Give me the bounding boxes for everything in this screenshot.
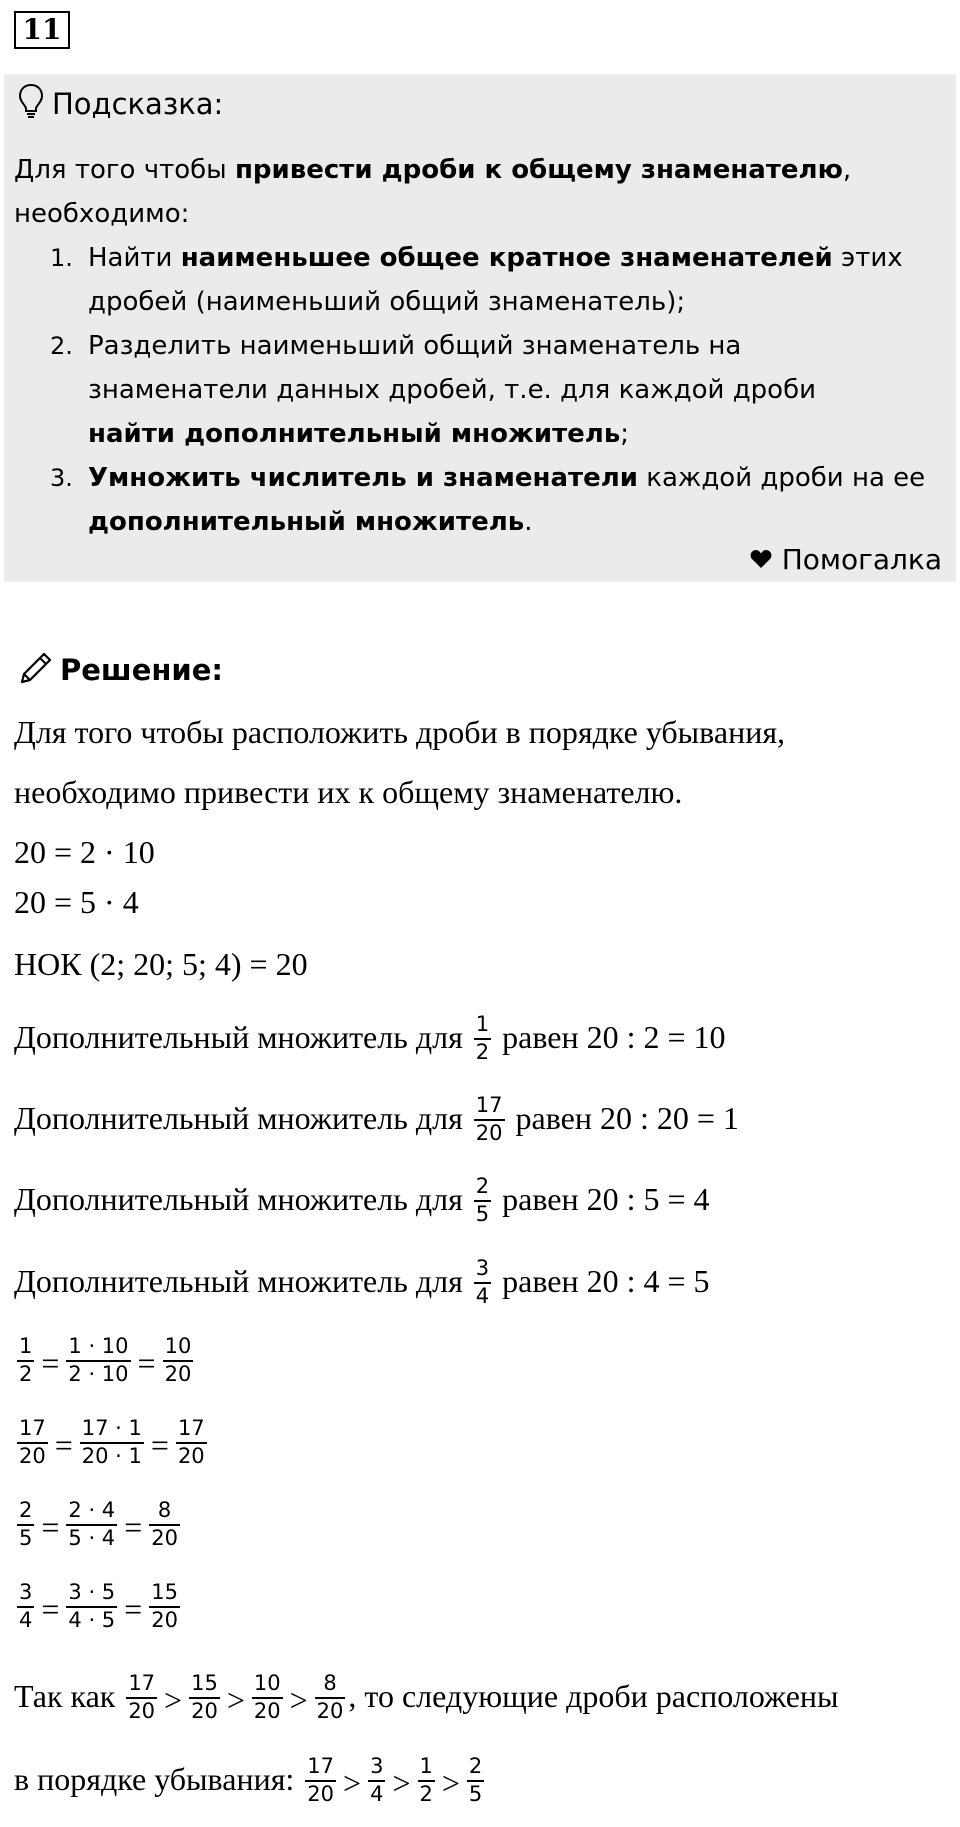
equals-sign: = [137,1344,156,1381]
hint-intro-comma: , [842,155,852,185]
comparison-prefix: Так как [14,1677,116,1714]
step-text: знаменатели данных дробей, т.е. для каждой дроби [88,375,817,405]
equation-2: 20 = 5 · 4 [14,884,139,920]
denominator: 4 [19,1608,33,1632]
hint-step-1 [14,236,944,324]
numerator: 3 [368,1754,385,1782]
fraction [149,1580,180,1633]
denominator: 20 [253,1699,281,1723]
fraction [66,1580,117,1633]
multiplier-label: Дополнительный множитель для [14,1180,463,1217]
order-prefix: в порядке убывания: [14,1760,295,1797]
hint-intro-bold: привести дроби к общему знаменателю [234,155,843,185]
multiplier-mid: равен [502,1262,579,1299]
hint-intro-text: Для того чтобы [14,155,235,185]
numerator: 17 [305,1754,336,1782]
numerator: 2 [467,1754,484,1782]
numerator: 3 · 5 [66,1580,117,1608]
fraction [252,1671,283,1724]
numerator: 10 [252,1671,283,1699]
fraction [66,1334,130,1387]
equals-sign: = [54,1426,73,1463]
hint-intro [14,148,944,236]
denominator: 20 [128,1699,156,1723]
denominator: 20 [19,1444,46,1468]
numerator: 2 · 4 [66,1498,117,1526]
step-number: 3. [50,464,73,492]
equals-sign: = [150,1426,169,1463]
greater-sign: > [164,1681,183,1718]
brand-name: Помогалка [781,543,942,576]
denominator: 20 [307,1782,335,1806]
multiplier-line [14,1095,739,1148]
multiplier-label: Дополнительный множитель для [14,1099,463,1136]
step-text: Разделить наименьший общий знаменатель на [88,331,742,361]
denominator: 20 [475,1121,503,1145]
denominator: 4 · 5 [68,1608,116,1632]
denominator: 2 · 10 [68,1362,129,1386]
fraction [163,1334,194,1387]
numerator: 10 [163,1334,194,1362]
fraction [149,1498,180,1551]
step-bold: найти дополнительный множитель [88,419,621,449]
comparison-line [14,1673,839,1726]
step-text: каждой дроби на ее [638,463,926,493]
multiplier-expr: 20 : 20 = 1 [599,1099,739,1136]
denominator: 20 [151,1526,178,1550]
order-line [14,1756,487,1809]
lightbulb-icon [18,83,52,126]
step-text: Найти [88,243,181,273]
denominator: 5 [19,1526,33,1550]
hint-steps [14,236,944,544]
step-bold: наименьшее общее кратное знаменателей [180,243,833,273]
numerator: 17 · 1 [80,1416,144,1444]
denominator: 5 · 4 [68,1526,116,1550]
fraction [418,1754,435,1807]
numerator: 17 [17,1416,48,1444]
numerator: 17 [126,1671,157,1699]
heart-icon [750,543,772,576]
hint-box [4,74,956,582]
conversion-line [14,1418,210,1471]
fraction [66,1498,117,1551]
numerator: 17 [474,1093,505,1121]
step-bold: дополнительный множитель [88,507,525,537]
fraction [80,1416,144,1469]
numerator: 2 [474,1174,491,1202]
hint-intro-line2: необходимо: [14,199,190,229]
greater-sign: > [392,1764,411,1801]
denominator: 20 [177,1444,205,1468]
multiplier-mid: равен [502,1018,579,1055]
greater-sign: > [226,1681,245,1718]
denominator: 2 [419,1782,433,1806]
solution-paragraph-1: Для того чтобы расположить дроби в порядке убывания, [14,714,786,750]
denominator: 2 [19,1362,33,1386]
denominator: 20 · 1 [81,1444,142,1468]
solution-title: Решение: [60,653,224,687]
fraction [474,1093,505,1146]
pencil-icon [18,650,54,690]
conversion-line [14,1582,183,1635]
lcm-line: НОК (2; 20; 5; 4) = 20 [14,946,308,982]
conversion-line [14,1500,183,1553]
equals-sign: = [41,1344,60,1381]
step-number: 1. [50,244,73,272]
numerator: 8 [315,1671,346,1699]
denominator: 2 [475,1040,490,1064]
multiplier-expr: 20 : 2 = 10 [586,1018,726,1055]
multiplier-line [14,1014,726,1067]
task-number: 11 [14,11,70,49]
step-bold: Умножить числитель и знаменатели [88,463,638,493]
multiplier-expr: 20 : 5 = 4 [586,1180,710,1217]
denominator: 4 [370,1782,384,1806]
fraction [17,1416,48,1469]
hint-header [18,84,223,124]
fraction [17,1580,34,1633]
equals-sign: = [41,1590,60,1627]
denominator: 4 [475,1284,490,1308]
numerator: 3 [474,1256,491,1284]
conversion-line [14,1336,196,1389]
equals-sign: = [124,1508,143,1545]
denominator: 20 [316,1699,344,1723]
denominator: 20 [164,1362,192,1386]
hint-step-3 [14,456,944,544]
fraction [474,1256,491,1309]
step-text: ; [620,419,630,449]
equals-sign: = [41,1508,60,1545]
greater-sign: > [289,1681,308,1718]
fraction [474,1174,491,1227]
denominator: 5 [475,1202,490,1226]
multiplier-expr: 20 : 4 = 5 [586,1262,710,1299]
step-text: этих [832,243,903,273]
equation-1: 20 = 2 · 10 [14,834,155,870]
fraction [467,1754,484,1807]
numerator: 15 [189,1671,220,1699]
denominator: 5 [468,1782,483,1806]
numerator: 1 [418,1754,435,1782]
multiplier-mid: равен [515,1099,592,1136]
fraction [315,1671,346,1724]
numerator: 1 · 10 [66,1334,130,1362]
brand[interactable] [750,543,942,576]
fraction [368,1754,385,1807]
fraction [126,1671,157,1724]
fraction [176,1416,207,1469]
numerator: 1 [17,1334,34,1362]
multiplier-line [14,1258,710,1311]
equals-sign: = [124,1590,143,1627]
numerator: 15 [149,1580,180,1608]
numerator: 3 [17,1580,34,1608]
solution-paragraph-2: необходимо привести их к общему знаменателю. [14,774,683,810]
solution-header [18,650,223,690]
multiplier-label: Дополнительный множитель для [14,1262,463,1299]
comparison-suffix: , то следующие дроби расположены [348,1677,839,1714]
hint-step-2 [14,324,944,456]
fraction [17,1334,34,1387]
numerator: 17 [176,1416,207,1444]
step-text: дробей (наименьший общий знаменатель); [88,287,686,317]
fraction [305,1754,336,1807]
step-text: . [524,507,533,537]
numerator: 1 [474,1012,491,1040]
fraction [474,1012,491,1065]
greater-sign: > [343,1764,362,1801]
denominator: 20 [151,1608,178,1632]
fraction [189,1671,220,1724]
step-number: 2. [50,332,73,360]
fraction [17,1498,34,1551]
numerator: 8 [149,1498,180,1526]
denominator: 20 [191,1699,218,1723]
multiplier-label: Дополнительный множитель для [14,1018,463,1055]
multiplier-line [14,1176,710,1229]
multiplier-mid: равен [502,1180,579,1217]
numerator: 2 [17,1498,34,1526]
hint-title: Подсказка: [52,87,224,121]
greater-sign: > [441,1764,460,1801]
